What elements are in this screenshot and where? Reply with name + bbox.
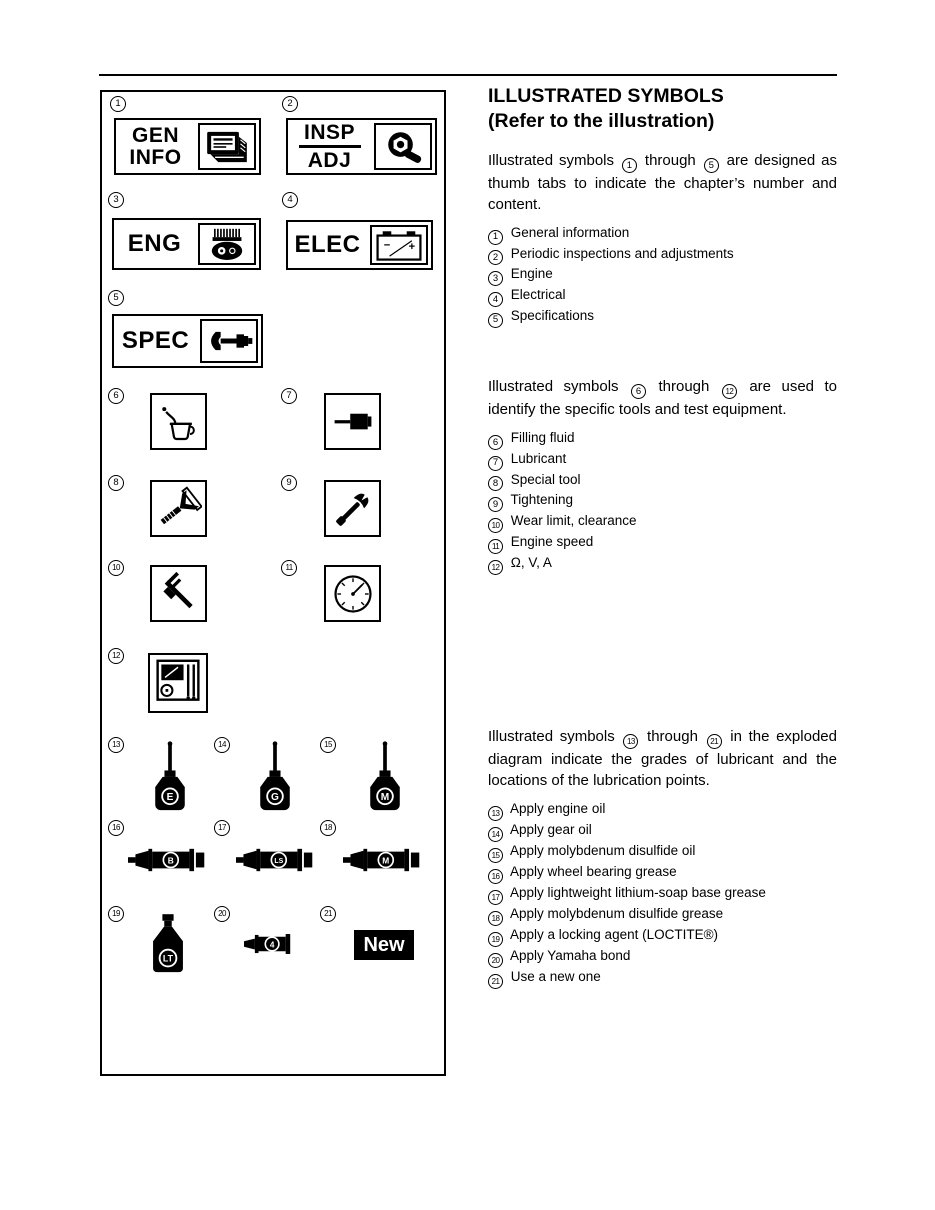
tab-elec (286, 220, 433, 270)
tab-gen-info (114, 118, 261, 175)
tab-elec-label (288, 222, 367, 268)
legend-item: 13 Apply engine oil (488, 800, 837, 821)
tab-eng-label (114, 220, 195, 268)
micrometer-glyph (204, 324, 254, 358)
tab-text: ENG (127, 229, 182, 257)
grease-tube-icon (128, 846, 208, 874)
legend-item: 2 Periodic inspections and adjustments (488, 245, 837, 266)
circled-number-19: 19 (108, 906, 124, 922)
lube-letter: M (380, 792, 390, 803)
circled-number-7: 7 (281, 388, 297, 404)
new-part-label: New (363, 933, 405, 956)
circled-number: 10 (488, 518, 503, 533)
lube-letter: M (382, 855, 390, 866)
circled-number: 20 (488, 953, 503, 968)
circled-number: 7 (488, 456, 503, 471)
circled-number: 8 (488, 476, 503, 491)
lube-letter: G (271, 792, 279, 803)
tab-text: INFO (129, 145, 182, 169)
battery-icon (370, 225, 428, 265)
section-intro: Illustrated symbols 13 through 21 in the exploded diagram indicate the grades of lubricant and the locations of the lubrication points. (488, 728, 837, 789)
wrench-glyph (380, 126, 426, 168)
circled-number-1: 1 (110, 96, 126, 112)
section-thumb-tabs (488, 150, 837, 328)
legend-list (488, 800, 837, 989)
lubricant-symbol (324, 393, 381, 450)
legend-item: 10 Wear limit, clearance (488, 512, 837, 533)
legend-list (488, 224, 837, 328)
battery-pos-mark: + (408, 241, 416, 254)
tab-insp-adj (286, 118, 437, 175)
circled-number: 1 (488, 230, 503, 245)
circled-number: 2 (488, 250, 503, 265)
symbol-panel (100, 90, 446, 1076)
circled-number: 3 (488, 271, 503, 286)
lube-letter: B (167, 855, 174, 866)
circled-number-13: 13 (108, 737, 124, 753)
circled-number-11: 11 (281, 560, 297, 576)
legend-item: 6 Filling fluid (488, 429, 837, 450)
circled-number-10: 10 (108, 560, 124, 576)
bottle-icon (140, 914, 196, 976)
circled-number: 13 (623, 734, 638, 749)
legend-item: 1 General information (488, 224, 837, 245)
circled-number: 16 (488, 869, 503, 884)
tab-spec (112, 314, 263, 368)
fraction-line (299, 145, 361, 148)
circled-number-14: 14 (214, 737, 230, 753)
page-title (488, 84, 837, 135)
circled-number-4: 4 (282, 192, 298, 208)
circled-number: 15 (488, 848, 503, 863)
circled-number-9: 9 (281, 475, 297, 491)
circled-number: 1 (622, 158, 637, 173)
circled-number: 4 (488, 292, 503, 307)
circled-number: 5 (488, 313, 503, 328)
oil-can-icon (156, 399, 202, 445)
tab-insp-adj-label (288, 120, 371, 173)
legend-item: 8 Special tool (488, 471, 837, 492)
circled-number: 5 (704, 158, 719, 173)
lube-letter: LS (274, 858, 284, 866)
legend-item: 12 Ω, V, A (488, 554, 837, 575)
lube-letter: LT (162, 953, 174, 964)
manual-book-icon (198, 123, 256, 170)
circled-number-15: 15 (320, 737, 336, 753)
tab-eng (112, 218, 261, 270)
circled-number-18: 18 (320, 820, 336, 836)
legend-item: 11 Engine speed (488, 533, 837, 554)
manual-book-glyph (204, 127, 250, 167)
sealant-tube-icon (244, 932, 302, 956)
tab-text: SPEC (121, 326, 190, 354)
circled-number-8: 8 (108, 475, 124, 491)
legend-item: 20 Apply Yamaha bond (488, 947, 837, 968)
engine-icon (198, 223, 256, 265)
circled-number: 9 (488, 497, 503, 512)
legend-list (488, 429, 837, 575)
page-title-line1: ILLUSTRATED SYMBOLS (488, 85, 724, 107)
molybdenum-oil-symbol (359, 740, 411, 817)
filling-fluid-symbol (150, 393, 207, 450)
section-intro: Illustrated symbols 1 through 5 are designed as thumb tabs to indicate the chapter’s number and content. (488, 152, 837, 213)
circled-number-21: 21 (320, 906, 336, 922)
circled-number-20: 20 (214, 906, 230, 922)
micrometer-icon (200, 319, 258, 363)
legend-item: 19 Apply a locking agent (LOCTITE®) (488, 926, 837, 947)
circled-number: 21 (707, 734, 722, 749)
circled-number-17: 17 (214, 820, 230, 836)
locking-agent-symbol (140, 914, 196, 981)
circled-number: 21 (488, 974, 503, 989)
grease-gun-icon (330, 399, 376, 445)
legend-item: 3 Engine (488, 265, 837, 286)
yamaha-bond-symbol (244, 932, 302, 961)
multimeter-icon (153, 657, 203, 709)
engine-speed-symbol (324, 565, 381, 622)
circled-number: 6 (631, 384, 646, 399)
grease-tube-icon (236, 846, 316, 874)
oiler-icon (359, 740, 411, 812)
tachometer-icon (330, 571, 376, 617)
lube-letter: E (166, 792, 174, 803)
circled-number-2: 2 (282, 96, 298, 112)
new-part-symbol (354, 930, 414, 960)
section-tools (488, 376, 837, 575)
tab-spec-label (114, 316, 197, 366)
circled-number: 12 (722, 384, 737, 399)
lithium-soap-grease-symbol (236, 846, 316, 879)
circled-number: 17 (488, 890, 503, 905)
legend-item: 16 Apply wheel bearing grease (488, 863, 837, 884)
legend-item: 18 Apply molybdenum disulfide grease (488, 905, 837, 926)
legend-item: 5 Specifications (488, 307, 837, 328)
special-tool-icon (156, 486, 202, 532)
circled-number: 18 (488, 911, 503, 926)
gear-oil-symbol (249, 740, 301, 817)
top-rule (99, 74, 837, 76)
tightening-symbol (324, 480, 381, 537)
circled-number-12: 12 (108, 648, 124, 664)
wrench-icon (374, 123, 432, 170)
wear-limit-symbol (150, 565, 207, 622)
circled-number-3: 3 (108, 192, 124, 208)
tab-gen-info-label (116, 120, 195, 173)
caliper-icon (156, 571, 202, 617)
section-lubricants (488, 726, 837, 989)
circled-number: 14 (488, 827, 503, 842)
engine-glyph (205, 225, 249, 263)
battery-glyph (374, 227, 424, 263)
electrical-measure-symbol (148, 653, 208, 713)
molybdenum-grease-symbol (343, 846, 423, 879)
legend-item: 7 Lubricant (488, 450, 837, 471)
legend-item: 9 Tightening (488, 491, 837, 512)
grease-tube-icon (343, 846, 423, 874)
legend-item: 14 Apply gear oil (488, 821, 837, 842)
circled-number: 19 (488, 932, 503, 947)
circled-number: 11 (488, 539, 503, 554)
circled-number: 6 (488, 435, 503, 450)
tab-text: INSP (303, 120, 355, 144)
special-tool-symbol (150, 480, 207, 537)
oiler-icon (249, 740, 301, 812)
page-title-line2: (Refer to the illustration) (488, 110, 715, 133)
circled-number-16: 16 (108, 820, 124, 836)
torque-wrench-icon (330, 486, 376, 532)
tab-text: GEN (131, 124, 179, 148)
tab-text: ELEC (294, 230, 361, 258)
circled-number: 12 (488, 560, 503, 575)
tab-text: ADJ (307, 148, 352, 172)
circled-number-6: 6 (108, 388, 124, 404)
legend-item: 17 Apply lightweight lithium-soap base grease (488, 884, 837, 905)
circled-number-5: 5 (108, 290, 124, 306)
section-intro: Illustrated symbols 6 through 12 are used to identify the specific tools and test equipment. (488, 378, 837, 418)
oiler-icon (144, 740, 196, 812)
legend-item: 21 Use a new one (488, 968, 837, 989)
engine-oil-symbol (144, 740, 196, 817)
lube-letter: 4 (269, 940, 275, 950)
battery-neg-mark: − (383, 239, 391, 252)
wheel-bearing-grease-symbol (128, 846, 208, 879)
legend-item: 4 Electrical (488, 286, 837, 307)
circled-number: 13 (488, 806, 503, 821)
legend-item: 15 Apply molybdenum disulfide oil (488, 842, 837, 863)
